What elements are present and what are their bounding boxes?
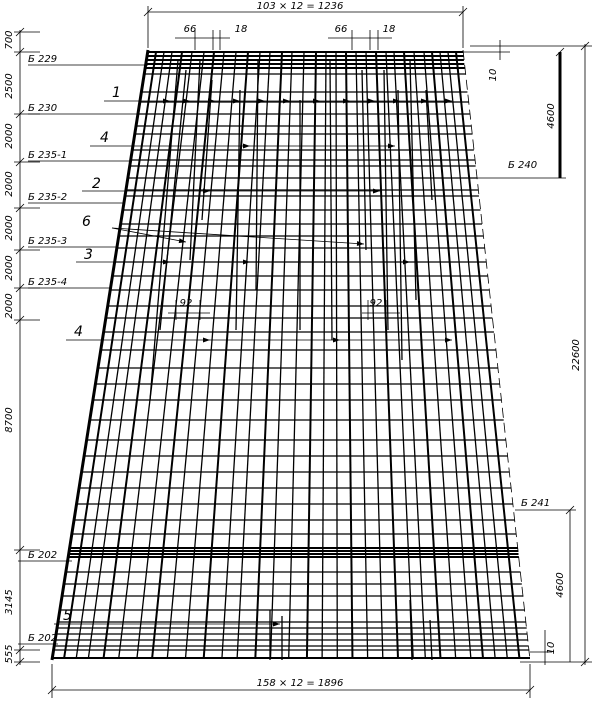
total-height-label: 22600 <box>571 339 582 371</box>
arrow-head <box>403 260 410 265</box>
vertical-bar <box>76 52 164 658</box>
bottom-dimension <box>48 664 534 698</box>
mark-b240: Б 240 <box>508 160 538 171</box>
arrow-head <box>203 189 210 194</box>
callout-4-upper: 4 <box>100 130 109 146</box>
arrow-head <box>445 338 452 343</box>
pitch-dimensions <box>168 298 400 320</box>
callout-3: 3 <box>84 247 93 263</box>
arrow-head <box>233 99 240 104</box>
top-span-label: 103 × 12 = 1236 <box>256 1 344 12</box>
arrow-head <box>445 99 452 104</box>
mesh-right-edge <box>463 50 530 660</box>
callout-4-lower: 4 <box>74 324 83 340</box>
mark-b235-3: Б 235-3 <box>28 236 68 247</box>
top-dimension <box>144 1 467 50</box>
callout-2: 2 <box>92 176 101 192</box>
vertical-bar <box>307 52 316 658</box>
vertical-bar <box>346 52 352 658</box>
mark-b235-2: Б 235-2 <box>28 192 68 203</box>
arrow-head <box>283 99 290 104</box>
left-seg-4: 2000 <box>4 215 15 241</box>
vertical-bar <box>336 52 337 658</box>
vertical-bar <box>322 52 326 658</box>
arrow-head <box>258 99 265 104</box>
mark-b235-1: Б 235-1 <box>28 150 68 161</box>
edge-top-label: 10 <box>488 68 499 82</box>
arrow-head <box>357 241 364 246</box>
left-seg-7: 8700 <box>4 407 15 433</box>
top-spacing-c: 66 <box>334 24 348 35</box>
top-spacing-d: 18 <box>382 24 396 35</box>
vertical-bar <box>271 52 292 658</box>
arrow-head <box>313 99 320 104</box>
mark-b229: Б 229 <box>28 54 58 65</box>
vertical-bar <box>356 52 368 658</box>
arrow-head <box>208 99 215 104</box>
pitch-right-label: 92 <box>369 298 383 309</box>
arrow-head <box>163 99 170 104</box>
arrow-head <box>243 144 250 149</box>
callout-numbers <box>54 85 140 624</box>
left-seg-9: 555 <box>4 644 15 664</box>
arrow-head <box>388 144 395 149</box>
vertical-bar <box>289 52 304 658</box>
vertical-bar <box>424 52 471 658</box>
vertical-bar <box>255 52 282 658</box>
left-seg-3: 2000 <box>4 171 15 197</box>
callout-5: 5 <box>63 608 72 624</box>
vertical-bar <box>456 52 519 658</box>
left-seg-2: 2000 <box>4 123 15 149</box>
top-spacing-b: 18 <box>234 24 248 35</box>
arrow-head <box>368 99 375 104</box>
pitch-left-label: 92 <box>179 298 193 309</box>
left-seg-0: 700 <box>4 30 15 50</box>
left-seg-8: 3145 <box>4 589 15 615</box>
mark-b235-4: Б 235-4 <box>28 277 68 288</box>
mark-b202-lower: Б 202 <box>28 633 58 644</box>
callout-6: 6 <box>82 214 91 230</box>
top-spacing-a: 66 <box>183 24 197 35</box>
vertical-bar <box>152 52 214 658</box>
arrow-head <box>373 189 380 194</box>
lower-zone-label: 4600 <box>555 572 566 598</box>
left-seg-6: 2000 <box>4 293 15 319</box>
left-seg-1: 2500 <box>4 73 15 99</box>
mark-b230: Б 230 <box>28 103 58 114</box>
edge-bottom-label: 10 <box>546 641 557 655</box>
left-bar-marks <box>18 54 148 644</box>
left-seg-5: 2000 <box>4 255 15 281</box>
left-dimension-chain <box>4 28 40 666</box>
mark-b202-upper: Б 202 <box>28 550 58 561</box>
arrow-head <box>179 238 186 243</box>
mark-b241: Б 241 <box>521 498 551 509</box>
bottom-span-label: 158 × 12 = 1896 <box>256 678 344 689</box>
arrow-head <box>203 338 210 343</box>
upper-zone-label: 4600 <box>546 103 557 129</box>
vertical-bar <box>376 52 398 658</box>
callout-1: 1 <box>112 85 121 101</box>
